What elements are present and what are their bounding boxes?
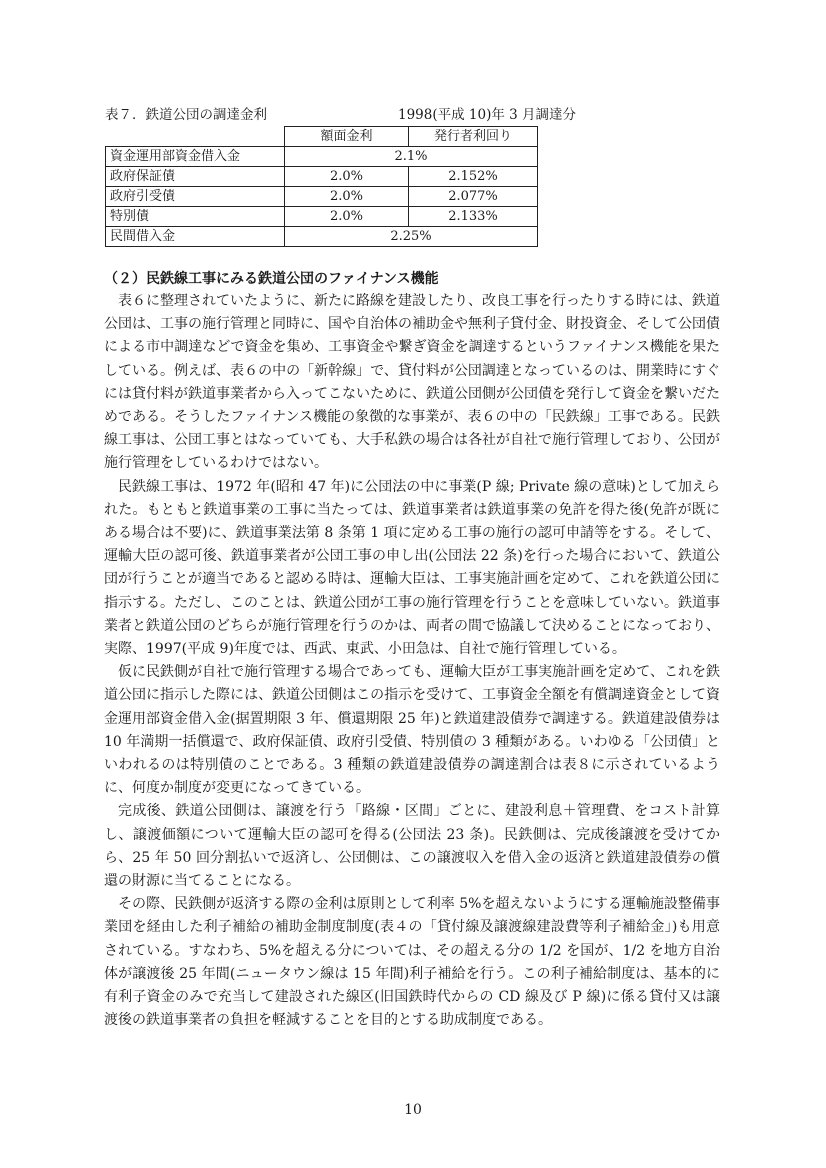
paragraph: 仮に民鉄側が自社で施行管理する場合であっても、運輸大臣が工事実施計画を定めて、これを鉄道公団に指示した際には、鉄道公団側はこの指示を受けて、工事資金全額を有償調達資金として資金運用部資金借入金(据置期限 3 年、償還期限 25 年)と鉄道建設債券で調達する。鉄道建設債券は 10 年満期一括償還で、政府保証債、政府引受債、特別債の 3 種類がある。いわゆる「公団債」といわれるのは特別債のことである。3 種類の鉄道建設債券の調達割合は表８に示されているように、何度か制度が変更になってきている。 [104, 664, 720, 797]
table-date-note: 1998(平成 10)年 3 月調達分 [398, 107, 577, 123]
header-face-rate: 額面金利 [285, 127, 409, 147]
yield-cell: 2.152% [409, 167, 538, 187]
paragraph: 表６に整理されていたように、新たに路線を建設したり、改良工事を行ったりする時には、鉄道公団は、工事の施行管理と同時に、国や自治体の補助金や無利子貸付金、財投資金、そして公団債による市中調達などで資金を集め、工事資金や繋ぎ資金を調達するというファイナンス機能を果たしている。例えば、表６の中の「新幹線」で、貸付料が公団調達となっているのは、開業時にすぐには貸付料が鉄道事業者から入ってこないために、鉄道公団側が公団債を発行して資金を繋いだためである。そうしたファイナンス機能の象徴的な事業が、表６の中の「民鉄線」工事である。民鉄線工事は、公団工事とはなっていても、大手私鉄の場合は各社が自社で施行管理しており、公団が施行管理をしているわけではない。 [104, 293, 720, 472]
table-row [106, 187, 538, 207]
table-header-row [106, 127, 538, 147]
face-rate-cell: 2.0% [285, 187, 409, 207]
row-label: 特別債 [106, 207, 285, 227]
table-row [106, 167, 538, 187]
header-blank-cell [106, 127, 285, 147]
face-rate-cell: 2.0% [285, 167, 409, 187]
merged-rate-cell: 2.1% [285, 147, 538, 167]
interest-rate-table [105, 126, 538, 247]
row-label: 政府保証債 [106, 167, 285, 187]
face-rate-cell: 2.0% [285, 207, 409, 227]
row-label: 資金運用部資金借入金 [106, 147, 285, 167]
table-row [106, 147, 538, 167]
table-title: 表７．鉄道公団の調達金利 [105, 107, 267, 123]
paragraph: その際、民鉄側が返済する際の金利は原則として利率 5%を超えないようにする運輸施設整備事業団を経由した利子補給の補助金制度制度(表４の「貸付線及譲渡線建設費等利子補給金」)も用意されている。すなわち、5%を超える分については、その超える分の 1/2 を国が、1/2 を地方自治体が譲渡後 25 年間(ニュータウン線は 15 年間)利子補給を行う。この利子補給制度は、基本的に有利子資金のみで充当して建設された線区(旧国鉄時代からの CD 線及び P 線)に係る貸付又は譲渡後の鉄道事業者の負担を軽減することを目的とする助成制度である。 [104, 896, 720, 1029]
merged-rate-cell: 2.25% [285, 227, 538, 247]
header-issuer-yield: 発行者利回り [409, 127, 538, 147]
paragraph: 完成後、鉄道公団側は、譲渡を行う「路線・区間」ごとに、建設利息＋管理費、をコスト計算し、譲渡価額について運輸大臣の認可を得る(公団法 23 条)。民鉄側は、完成後譲渡を受けてから、25 年 50 回分割払いで返済し、公団側は、この譲渡収入を借入金の返済と鉄道建設債券の償還の財源に当てることになる。 [104, 803, 720, 890]
yield-cell: 2.133% [409, 207, 538, 227]
row-label: 民間借入金 [106, 227, 285, 247]
row-label: 政府引受債 [106, 187, 285, 207]
section-heading: （２）民鉄線工事にみる鉄道公団のファイナンス機能 [104, 271, 439, 287]
paragraph: 民鉄線工事は、1972 年(昭和 47 年)に公団法の中に事業(P 線; Private 線の意味)として加えられた。もともと鉄道事業の工事に当たっては、鉄道事業者は鉄道事業の免許を得た後(免許が既にある場合は不要)に、鉄道事業法第 8 条第 1 項に定める工事の施行の認可申請等をする。そして、運輸大臣の認可後、鉄道事業者が公団工事の申し出(公団法 22 条)を行った場合において、鉄道公団が行うことが適当であると認める時は、運輸大臣は、工事実施計画を定めて、これを鉄道公団に指示する。ただし、このことは、鉄道公団が工事の施行管理を行うことを意味していない。鉄道事業者と鉄道公団のどちらが施行管理を行うのかは、両者の間で協議して決めることになっており、実際、1997(平成 9)年度では、西武、東武、小田急は、自社で施行管理している。 [104, 478, 720, 658]
table-row [106, 227, 538, 247]
yield-cell: 2.077% [409, 187, 538, 207]
table-row [106, 207, 538, 227]
page-number: 10 [404, 1102, 422, 1118]
body-text [104, 290, 720, 1033]
